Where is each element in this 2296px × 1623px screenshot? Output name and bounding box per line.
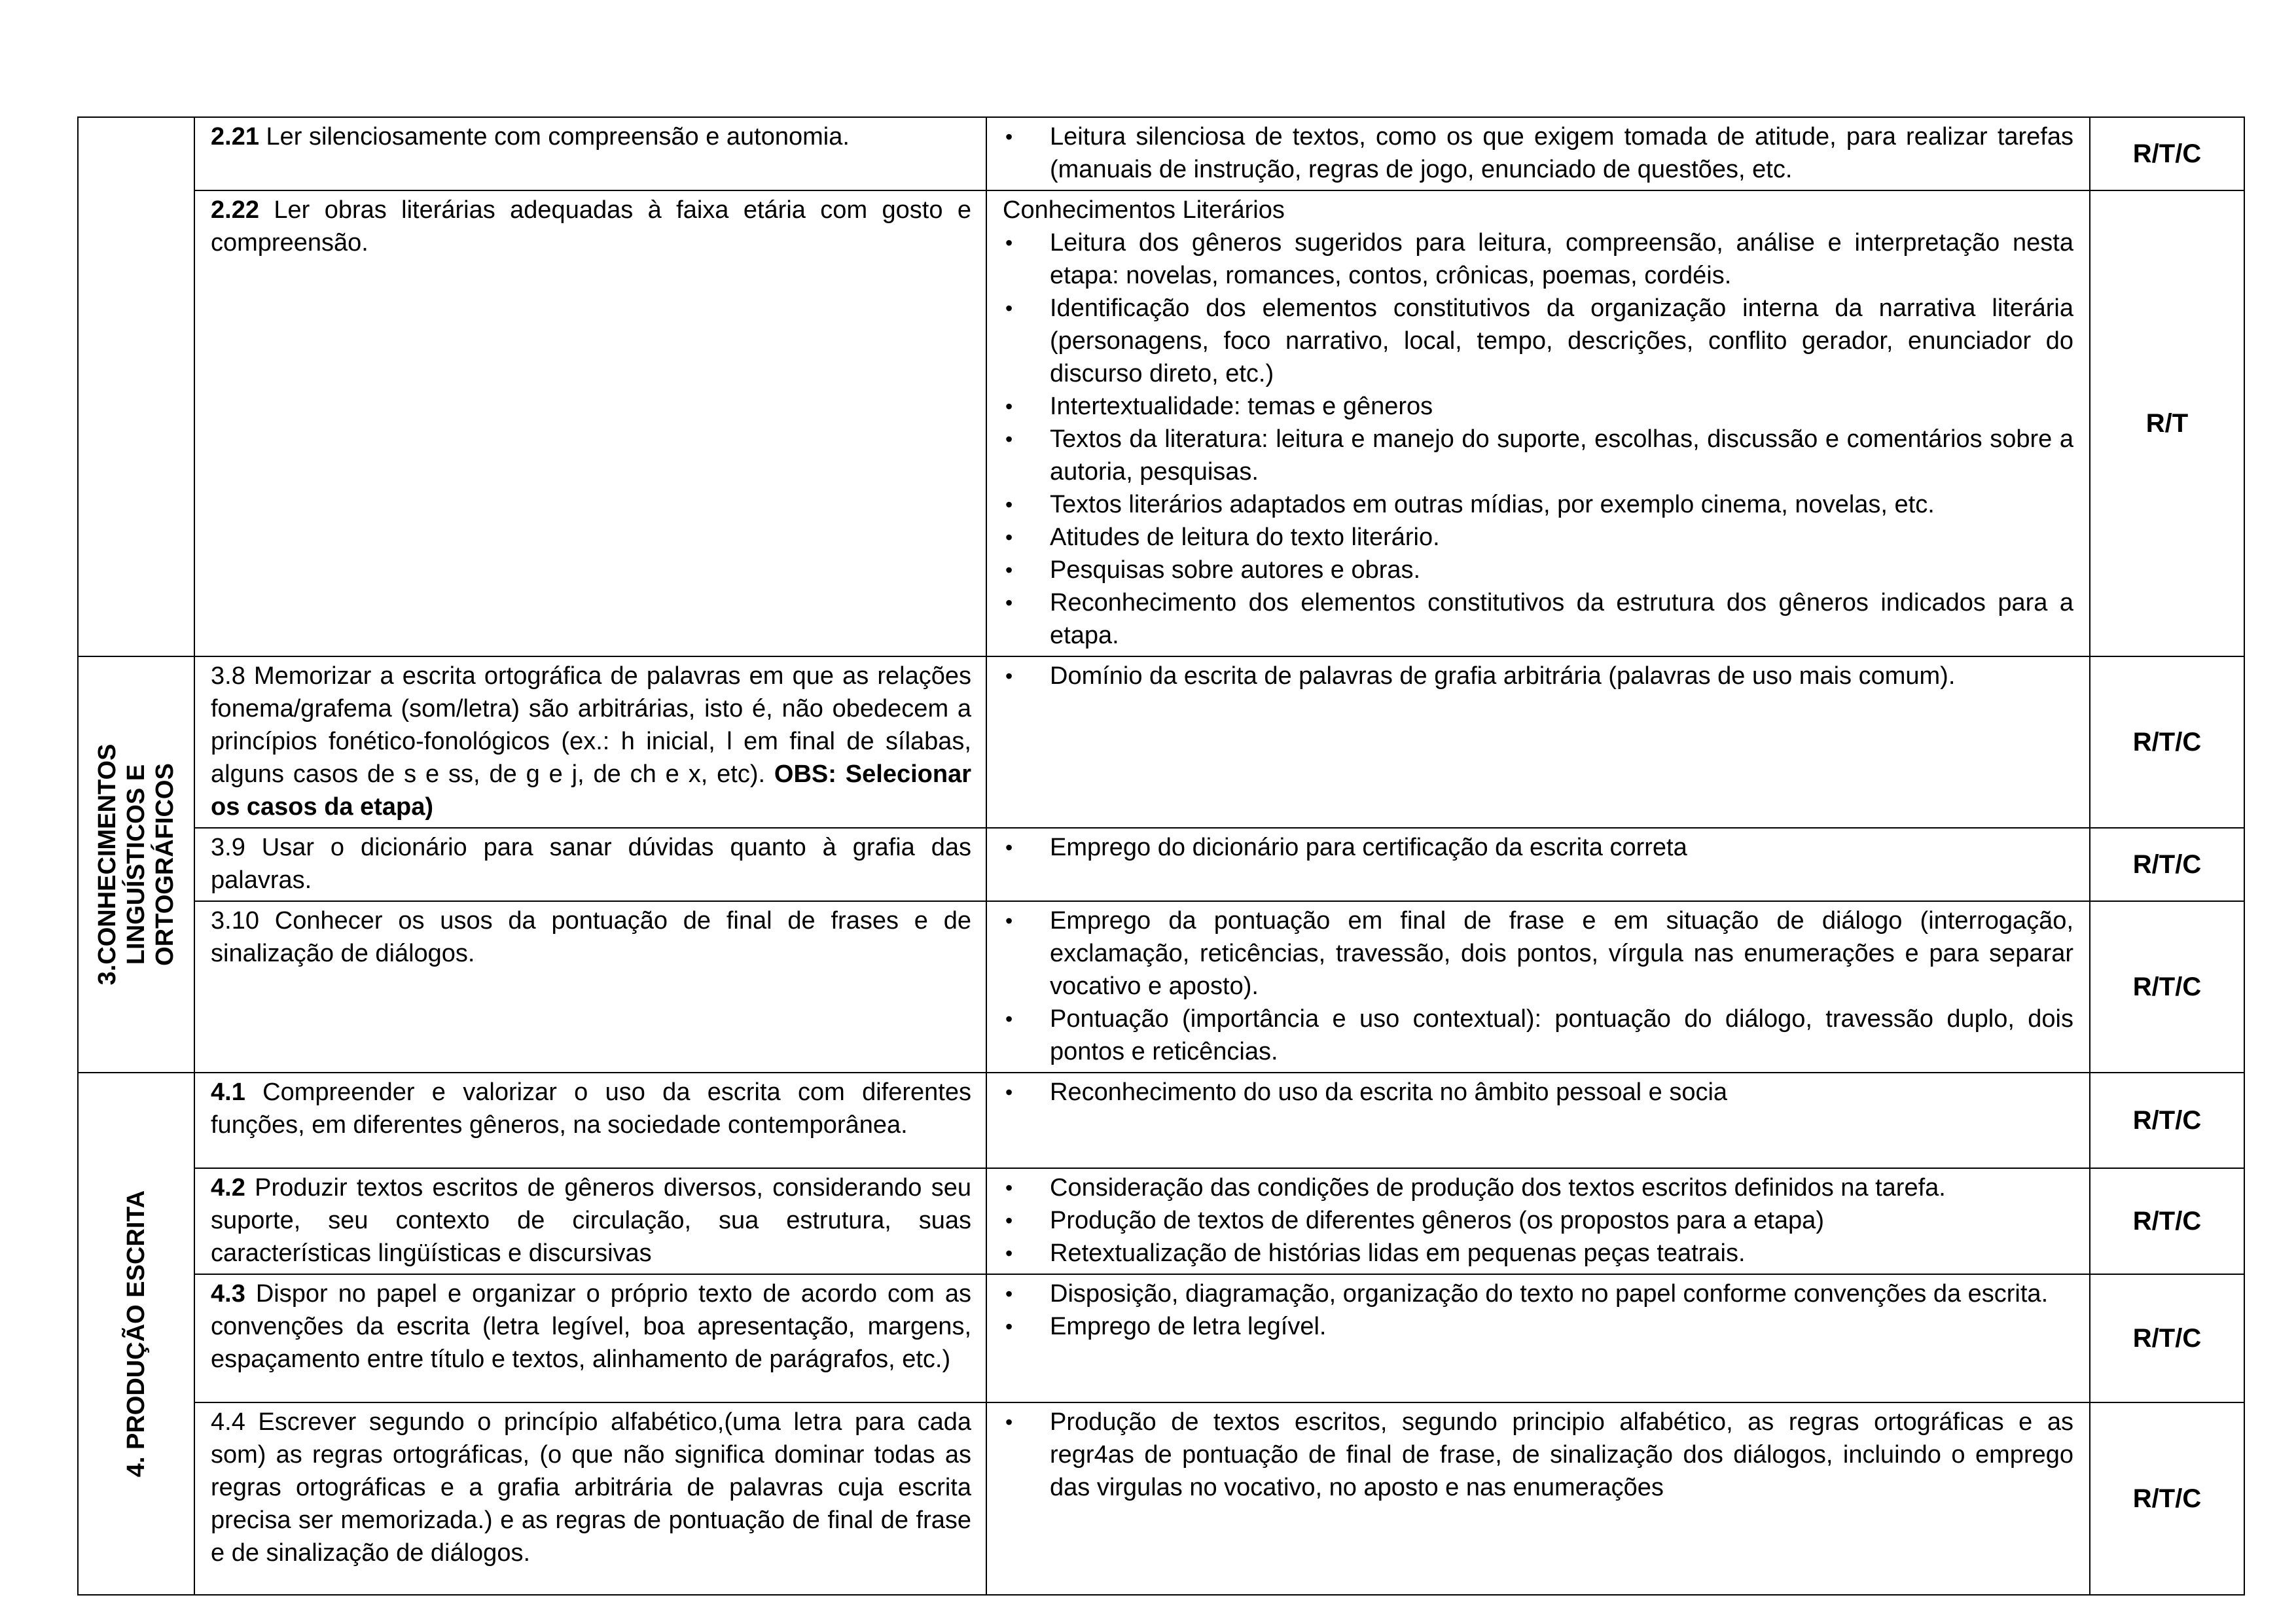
list-item: • Emprego do dicionário para certificação da escrita correta (1003, 831, 2073, 864)
content-block (987, 657, 2089, 696)
objective-body: 3.10 Conhecer os usos da pontuação de final de frases e de sinalização de diálogos. (211, 907, 971, 967)
list-item: • Produção de textos escritos, segundo principio alfabético, as regras ortográficas e as regr4as de pontuação de final de frase, de sinalização dos diálogos, incluindo o emprego das virgulas no vocativo, no aposto e nas enumerações (1003, 1406, 2073, 1504)
objective-number: 4.1 (211, 1079, 245, 1106)
assessment-code: R/T/C (2090, 1073, 2244, 1168)
assessment-code: R/T/C (2090, 117, 2244, 190)
objective-body: 3.8 Memorizar a escrita ortográfica de palavras em que as relações fonema/grafema (som/letra) são arbitrárias, isto é, não obedecem a princípios fonético-fonológicos (ex.: h inicial, l em final de sílabas, alguns casos de s e ss, de g e j, de ch e x, etc). (211, 662, 971, 788)
list-item: • Consideração das condições de produção dos textos escritos definidos na tarefa. (1003, 1171, 2073, 1204)
objective-body: Ler silenciosamente com compreensão e autonomia. (259, 123, 850, 151)
objective-text (195, 1403, 986, 1573)
objective-body: 3.9 Usar o dicionário para sanar dúvidas quanto à grafia das palavras. (211, 834, 971, 894)
objective-text (195, 1073, 986, 1145)
objective-cell (194, 117, 986, 190)
assessment-code: R/T/C (2090, 828, 2244, 901)
objective-cell (194, 1168, 986, 1274)
table-row (78, 901, 2244, 1073)
list-item: • Produção de textos de diferentes gêneros (os propostos para a etapa) (1003, 1204, 2073, 1237)
content-cell (986, 1168, 2090, 1274)
content-block (987, 1169, 2089, 1274)
section-label-line: 4. PRODUÇÃO ESCRITA (122, 1190, 150, 1478)
list-item: • Leitura silenciosa de textos, como os que exigem tomada de atitude, para realizar tarefas (manuais de instrução, regras de jogo, enunciado de questões, etc. (1003, 120, 2073, 186)
objective-body: Dispor no papel e organizar o próprio texto de acordo com as convenções da escrita (letra legível, boa apresentação, margens, espaçamento entre título e textos, alinhamento de parágrafos, etc.) (211, 1280, 971, 1373)
objective-text (195, 1169, 986, 1274)
table-row (78, 1168, 2244, 1274)
curriculum-table (77, 116, 2245, 1596)
objective-text (195, 1275, 986, 1380)
section-label-cell (78, 656, 194, 1073)
content-cell (986, 656, 2090, 828)
content-list (1003, 1406, 2073, 1504)
objective-body: Compreender e valorizar o uso da escrita com diferentes funções, em diferentes gêneros, na sociedade contemporânea. (211, 1079, 971, 1139)
content-list (1003, 1076, 2073, 1109)
section-label-cell (78, 117, 194, 656)
table-row (78, 1274, 2244, 1402)
objective-body: 4.4 Escrever segundo o princípio alfabético,(uma letra para cada som) as regras ortográficas, (o que não significa dominar todas as regras ortográficas e a grafia arbitrária de palavras cuja escrita precisa ser memorizada.) e as regras de pontuação de final de frase e de sinalização de diálogos. (211, 1408, 971, 1567)
list-item: • Pesquisas sobre autores e obras. (1003, 554, 2073, 586)
list-item: • Reconhecimento do uso da escrita no âmbito pessoal e socia (1003, 1076, 2073, 1109)
objective-text (195, 118, 986, 157)
list-item: • Textos literários adaptados em outras mídias, por exemplo cinema, novelas, etc. (1003, 488, 2073, 521)
assessment-code: R/T (2090, 190, 2244, 656)
table-row (78, 1402, 2244, 1595)
list-item: • Pontuação (importância e uso contextual): pontuação do diálogo, travessão duplo, dois pontos e reticências. (1003, 1003, 2073, 1068)
list-item: • Disposição, diagramação, organização do texto no papel conforme convenções da escrita. (1003, 1277, 2073, 1310)
content-list (1003, 226, 2073, 652)
content-cell (986, 1274, 2090, 1402)
table-row (78, 117, 2244, 190)
content-block (987, 829, 2089, 868)
list-item: • Reconhecimento dos elementos constitutivos da estrutura dos gêneros indicados para a etapa. (1003, 586, 2073, 652)
assessment-code: R/T/C (2090, 1168, 2244, 1274)
objective-cell (194, 828, 986, 901)
objective-number: 4.2 (211, 1174, 245, 1202)
objective-body: Produzir textos escritos de gêneros diversos, considerando seu suporte, seu contexto de circulação, sua estrutura, suas características lingüísticas e discursivas (211, 1174, 971, 1267)
objective-text (195, 829, 986, 901)
assessment-code: R/T/C (2090, 656, 2244, 828)
table-row (78, 1073, 2244, 1168)
content-cell (986, 117, 2090, 190)
list-item: • Atitudes de leitura do texto literário. (1003, 521, 2073, 554)
content-list (1003, 904, 2073, 1068)
content-list (1003, 1171, 2073, 1270)
list-item: • Leitura dos gêneros sugeridos para leitura, compreensão, análise e interpretação nesta etapa: novelas, romances, contos, crônicas, poemas, cordéis. (1003, 226, 2073, 292)
objective-body: Ler obras literárias adequadas à faixa etária com gosto e compreensão. (211, 196, 971, 257)
objective-number: 4.3 (211, 1280, 245, 1308)
list-item: • Identificação dos elementos constitutivos da organização interna da narrativa literária (personagens, foco narrativo, local, tempo, descrições, conflito gerador, enunciador do discurso direto, etc.) (1003, 292, 2073, 390)
content-cell (986, 1073, 2090, 1168)
table-row (78, 828, 2244, 901)
content-cell (986, 190, 2090, 656)
objective-number: 2.22 (211, 196, 259, 224)
list-item: • Domínio da escrita de palavras de grafia arbitrária (palavras de uso mais comum). (1003, 660, 2073, 692)
curriculum-table-body (78, 117, 2244, 1595)
content-block (987, 1275, 2089, 1347)
content-list (1003, 120, 2073, 186)
section-label (93, 744, 179, 986)
list-item: • Textos da literatura: leitura e manejo do suporte, escolhas, discussão e comentários sobre a autoria, pesquisas. (1003, 423, 2073, 488)
list-item: • Intertextualidade: temas e gêneros (1003, 390, 2073, 423)
content-list (1003, 1277, 2073, 1343)
content-list (1003, 831, 2073, 864)
section-label-line: 3.CONHECIMENTOS (94, 743, 121, 986)
section-label-line: ORTOGRÁFICOS (151, 763, 179, 966)
content-block (987, 191, 2089, 656)
table-row (78, 190, 2244, 656)
assessment-code: R/T/C (2090, 1402, 2244, 1595)
objective-text (195, 191, 986, 263)
content-cell (986, 1402, 2090, 1595)
objective-text (195, 902, 986, 974)
content-cell (986, 828, 2090, 901)
objective-cell (194, 1073, 986, 1168)
section-label (122, 1190, 151, 1477)
objective-cell (194, 656, 986, 828)
content-block (987, 902, 2089, 1072)
objective-cell (194, 1274, 986, 1402)
objective-cell (194, 190, 986, 656)
content-header: Conhecimentos Literários (1003, 196, 1285, 224)
objective-note: OBS: Selecionar os casos da etapa) (211, 760, 971, 821)
section-label-cell (78, 1073, 194, 1595)
objective-text (195, 657, 986, 827)
assessment-code: R/T/C (2090, 901, 2244, 1073)
list-item: • Emprego da pontuação em final de frase e em situação de diálogo (interrogação, exclamação, reticências, travessão, dois pontos, vírgula nas enumerações e para separar vocativo e aposto). (1003, 904, 2073, 1003)
content-block (987, 1073, 2089, 1113)
list-item: • Emprego de letra legível. (1003, 1310, 2073, 1343)
table-row (78, 656, 2244, 828)
list-item: • Retextualização de histórias lidas em pequenas peças teatrais. (1003, 1237, 2073, 1270)
content-block (987, 118, 2089, 190)
content-block (987, 1403, 2089, 1508)
assessment-code: R/T/C (2090, 1274, 2244, 1402)
objective-cell (194, 1402, 986, 1595)
objective-number: 2.21 (211, 123, 259, 151)
content-list (1003, 660, 2073, 692)
objective-cell (194, 901, 986, 1073)
section-label-line: LINGUÍSTICOS E (122, 764, 150, 965)
content-cell (986, 901, 2090, 1073)
